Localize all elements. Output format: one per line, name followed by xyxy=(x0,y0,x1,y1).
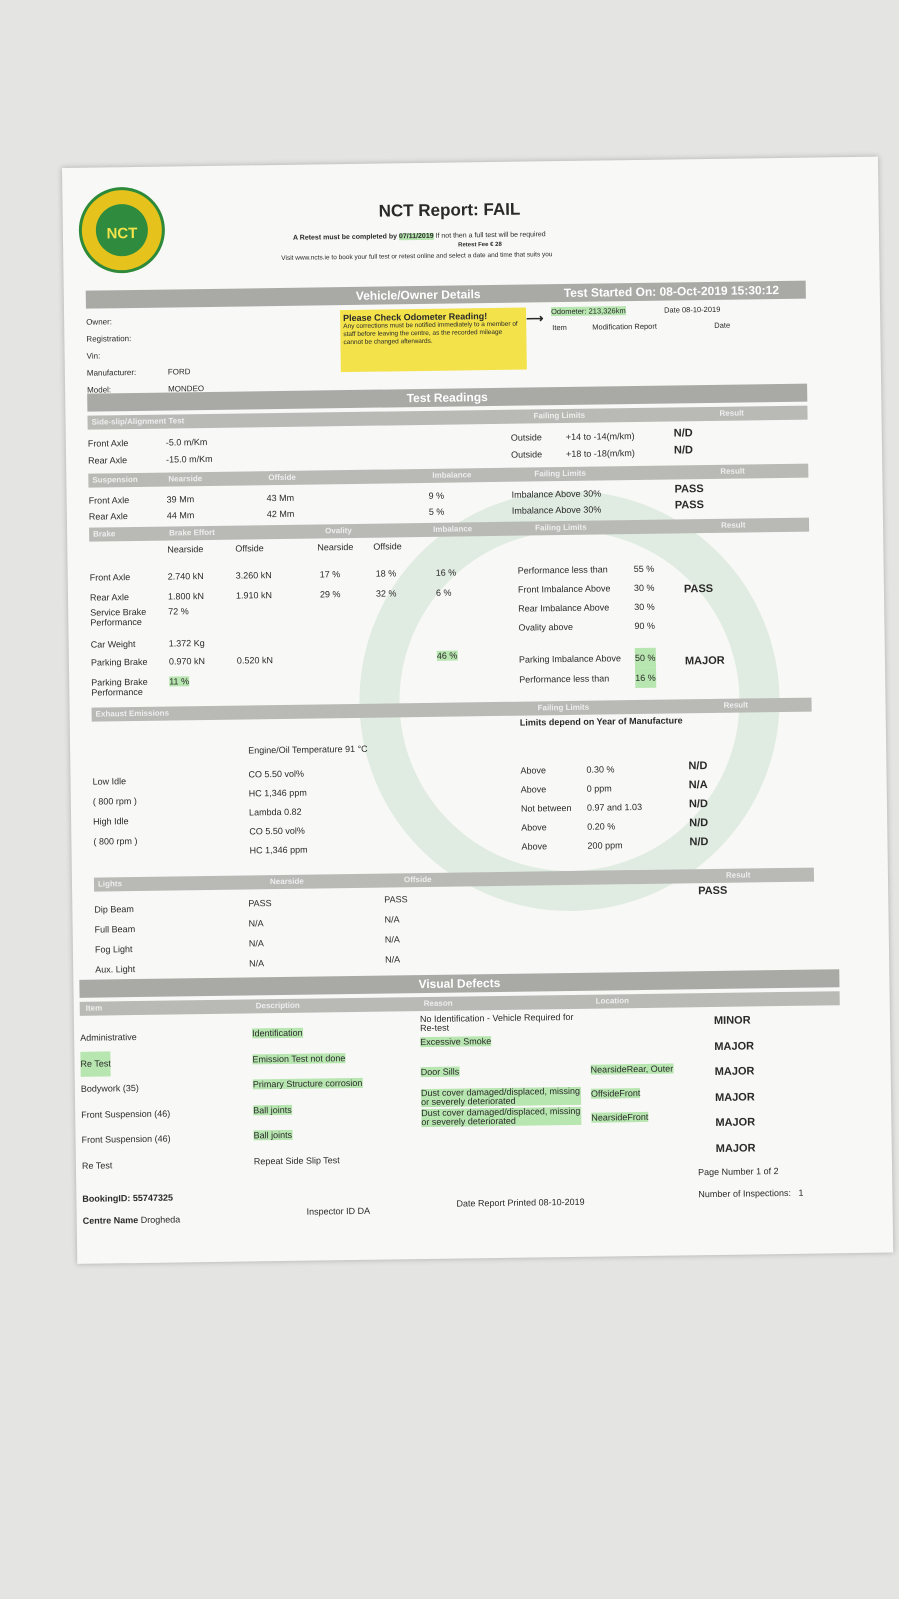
defects-header: Item Description Reason Location xyxy=(80,991,840,1016)
date-head: Date xyxy=(714,320,731,330)
parking-perf-value: 11 % xyxy=(169,676,190,687)
inspections-label: Number of Inspections: xyxy=(698,1187,791,1200)
parking-off: 0.520 kN xyxy=(236,655,273,666)
emissions-header: Exhaust Emissions Failing Limits Result xyxy=(92,698,812,722)
light-labels: Dip Beam Full Beam Fog Light Aux. Light xyxy=(94,904,136,975)
suspension-results: PASS PASS xyxy=(674,483,704,512)
visit-text: Visit www.ncts.ie to book your full test or retest online and select a date and time that suits you xyxy=(281,251,553,262)
defect-items: Administrative Re Test Bodywork (35) Front Suspension (46) Front Suspension (46) Re Test xyxy=(80,1032,171,1171)
emission-limits-note: Limits depend on Year of Manufacture xyxy=(519,715,683,728)
sideslip-labels: Front Axle Rear Axle xyxy=(87,438,129,466)
brake-limits-values: 55 % 30 % 30 % 90 % xyxy=(633,563,656,632)
item-head: Item xyxy=(552,322,567,333)
suspension-limits: Imbalance Above 30% Imbalance Above 30% xyxy=(511,488,602,516)
report-title: NCT Report: FAIL xyxy=(378,199,521,221)
defect-severities: MINOR MAJOR MAJOR MAJOR MAJOR MAJOR xyxy=(713,1014,756,1155)
nct-report-sheet xyxy=(62,157,893,1264)
brake-header: Brake Brake Effort Ovality Imbalance Failing Limits Result xyxy=(89,518,809,542)
booking-id: BookingID: 55747325 xyxy=(82,1192,174,1204)
light-offside: PASS N/A N/A N/A xyxy=(384,894,408,965)
lights-header: Lights Nearside Offside Result xyxy=(94,868,814,892)
retest-fee: Retest Fee € 28 xyxy=(458,241,502,249)
brake-off: 3.260 kN 1.910 kN xyxy=(235,570,273,601)
brake-axle-labels: Front Axle Rear Axle xyxy=(89,572,131,603)
service-brake-value: 72 % xyxy=(168,606,189,617)
arrow-icon: ⟶ xyxy=(526,311,544,326)
parking-limits-values: 50 % 16 % xyxy=(635,648,656,688)
parking-perf-label: Parking Brake Performance xyxy=(91,676,148,698)
brake-limits-text: Performance less than Front Imbalance Above Rear Imbalance Above Ovality above xyxy=(517,564,611,633)
suspension-labels: Front Axle Rear Axle xyxy=(88,495,130,522)
parking-brake-label: Parking Brake xyxy=(90,656,148,668)
service-brake-label: Service Brake Performance xyxy=(90,606,147,628)
brake-result: PASS xyxy=(683,582,714,596)
defect-descriptions: Identification Emission Test not done Primary Structure corrosion Ball joints Ball joints Repeat Side Slip Test xyxy=(252,1027,363,1166)
engine-temperature: Engine/Oil Temperature 91 °C xyxy=(248,743,368,756)
emission-conds: Above Above Not between Above Above xyxy=(520,765,572,852)
defect-reason-1: No Identification - Vehicle Required for Re-test xyxy=(419,1011,574,1034)
ovality-offside-head: Offside xyxy=(373,541,402,552)
centre-label: Centre Name xyxy=(82,1215,139,1226)
suspension-off: 43 Mm 42 Mm xyxy=(266,492,295,520)
sideslip-limits: +14 to -14(m/km) +18 to -18(m/km) xyxy=(565,431,635,459)
date-printed: Date Report Printed 08-10-2019 xyxy=(456,1196,585,1209)
vehicle-values: FORD MONDEO xyxy=(167,367,205,394)
sideslip-results: N/D N/D xyxy=(673,427,694,457)
defect-reason-4: Dust cover damaged/displaced, missing or severely deteriorated xyxy=(420,1085,581,1108)
parking-near: 0.970 kN xyxy=(168,656,205,667)
brake-imb: 16 % 6 % xyxy=(435,567,457,598)
inspections-count: 1 xyxy=(798,1187,804,1198)
vehicle-owner-bar: Vehicle/Owner Details Test Started On: 08-Oct-2019 15:30:12 xyxy=(86,281,806,309)
defect-location-5: NearsideFront xyxy=(591,1111,649,1123)
light-nearside: PASS N/A N/A N/A xyxy=(248,898,272,969)
sideslip-header: Side-slip/Alignment Test Failing Limits Result xyxy=(87,406,807,430)
parking-imb: 46 % xyxy=(436,650,458,661)
defect-reason-3: Door Sills xyxy=(420,1066,460,1078)
odometer-warning: Please Check Odometer Reading! Any corrections must be notified immediately to a member of staff before leaving the centre, as the recorded mileage cannot be changed afterwards. xyxy=(340,308,527,373)
nct-logo: NCT xyxy=(78,187,165,274)
car-weight-label: Car Weight xyxy=(90,639,136,650)
retest-notice: A Retest must be completed by 07/11/2019 If not then a full test will be required xyxy=(292,231,546,242)
centre-name: Drogheda xyxy=(140,1214,181,1226)
defect-location-4: OffsideFront xyxy=(590,1088,641,1099)
report-date: Date 08-10-2019 xyxy=(663,304,721,315)
visual-defects-bar: Visual Defects xyxy=(79,969,839,998)
page-number: Page Number 1 of 2 xyxy=(698,1166,779,1178)
emission-values: CO 5.50 vol% HC 1,346 ppm Lambda 0.82 CO 5.50 vol% HC 1,346 ppm xyxy=(248,768,308,856)
odometer-value: Odometer: 213,326km xyxy=(550,306,626,317)
brake-near: 2.740 kN 1.800 kN xyxy=(167,571,205,602)
test-readings-bar: Test Readings xyxy=(87,384,807,412)
emission-limits: 0.30 % 0 ppm 0.97 and 1.03 0.20 % 200 ppm xyxy=(586,764,643,851)
vehicle-labels: Owner: Registration: Vin: Manufacturer: Model: xyxy=(86,317,137,395)
brake-nearside-head: Nearside xyxy=(167,544,204,555)
parking-result: MAJOR xyxy=(684,654,725,668)
suspension-near: 39 Mm 44 Mm xyxy=(166,494,195,521)
modification-head: Modification Report xyxy=(592,321,657,332)
ovality-near: 17 % 29 % xyxy=(319,569,341,600)
parking-limits-text: Parking Imbalance Above Performance less than xyxy=(518,653,622,685)
defect-reason-2: Excessive Smoke xyxy=(420,1036,492,1048)
defect-reason-5: Dust cover damaged/displaced, missing or severely deteriorated xyxy=(421,1105,581,1128)
suspension-header: Suspension Nearside Offside Imbalance Failing Limits Result xyxy=(88,464,808,488)
car-weight-value: 1.372 Kg xyxy=(168,638,205,649)
brake-offside-head: Offside xyxy=(235,543,264,554)
suspension-imb: 9 % 5 % xyxy=(428,490,445,517)
lights-result: PASS xyxy=(698,884,728,898)
defect-location-3: NearsideRear, Outer xyxy=(590,1063,674,1075)
sideslip-conds: Outside Outside xyxy=(510,432,543,460)
idle-labels: Low Idle ( 800 rpm ) High Idle ( 800 rpm ) xyxy=(92,776,138,847)
ovality-nearside-head: Nearside xyxy=(317,541,354,553)
ovality-off: 18 % 32 % xyxy=(375,568,397,599)
emission-results: N/D N/A N/D N/D N/D xyxy=(688,760,709,849)
sideslip-values: -5.0 m/Km -15.0 m/Km xyxy=(165,436,213,465)
inspector-id: Inspector ID DA xyxy=(306,1205,371,1217)
